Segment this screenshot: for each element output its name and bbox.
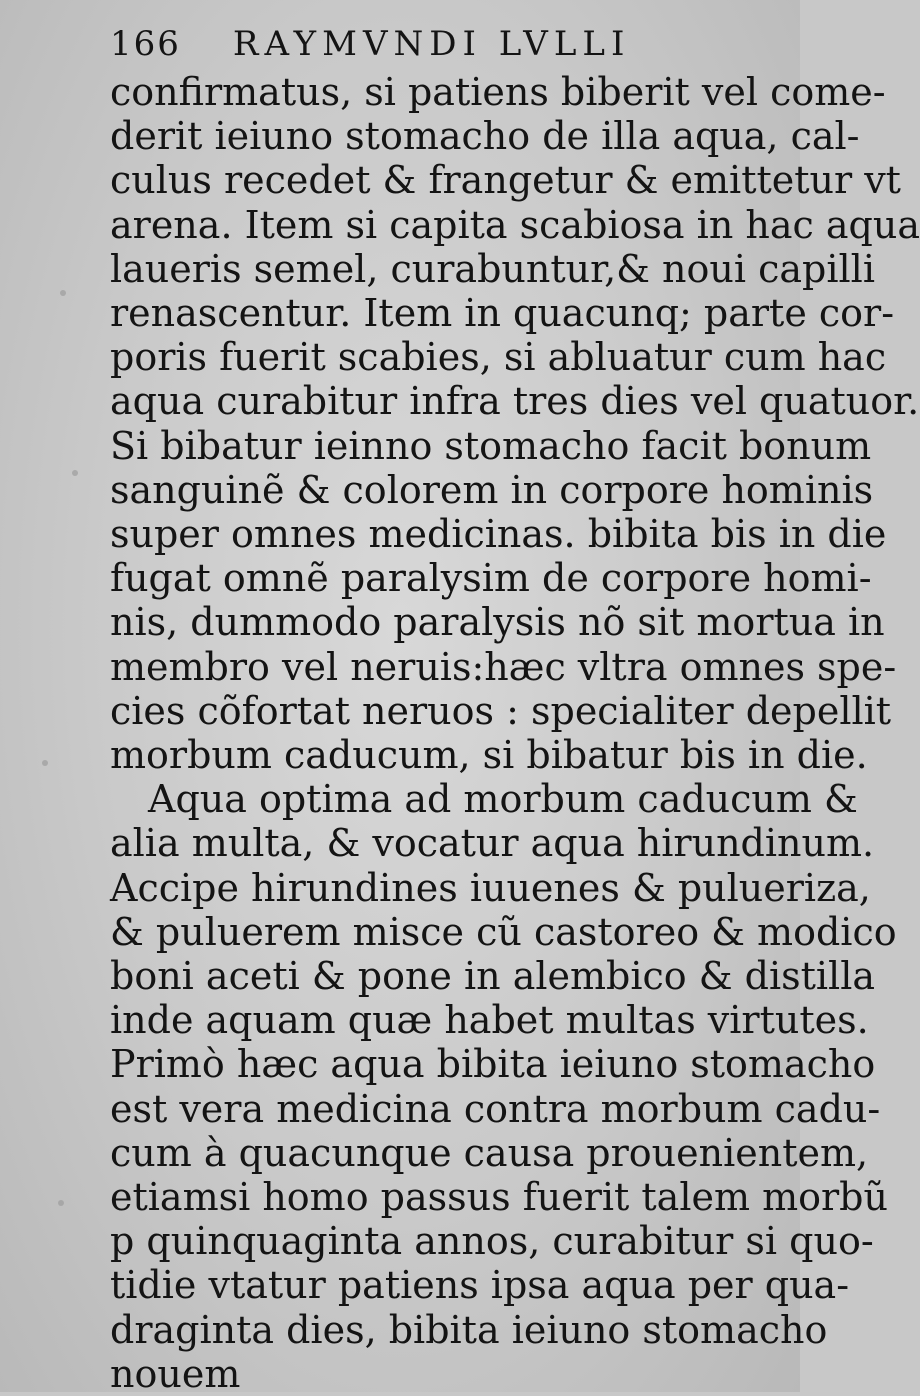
text-line: etiamsi homo passus fuerit talem morbũ: [110, 1175, 888, 1220]
text-line: inde aquam quæ habet multas virtutes.: [110, 998, 869, 1043]
text-line: sanguinẽ & colorem in corpore hominis: [110, 467, 874, 512]
text-line: Primò hæc aqua bibita ieiuno stomacho: [110, 1042, 876, 1087]
text-line: boni aceti & pone in alembico & distilla: [110, 954, 876, 999]
text-line: culus recedet & frangetur & emittetur vt: [110, 158, 901, 203]
text-line: morbum caducum, si bibatur bis in die.: [110, 733, 868, 778]
text-line: nis, dummodo paralysis nõ sit mortua in: [110, 600, 885, 645]
text-line: cies cõfortat neruos : specialiter depellit: [110, 688, 892, 733]
text-line: fugat omnẽ paralysim de corpore homi-: [110, 556, 872, 601]
running-head-title: RAYMVNDI LVLLI: [232, 24, 631, 64]
paper-speck: [60, 290, 66, 296]
text-line: draginta dies, bibita ieiuno stomacho: [110, 1307, 828, 1352]
text-line: p quinquaginta annos, curabitur si quo-: [110, 1219, 874, 1264]
text-line: arena. Item si capita scabiosa in hac aqua: [110, 202, 920, 247]
paragraph: [110, 777, 897, 1352]
body-text: [110, 70, 920, 1396]
text-line: super omnes medicinas. bibita bis in die: [110, 512, 887, 557]
running-head: [110, 18, 744, 70]
catchword: nouem: [110, 1351, 241, 1396]
text-line: Accipe hirundines iuuenes & pulueriza,: [110, 865, 871, 910]
text-line: alia multa, & vocatur aqua hirundinum.: [110, 821, 875, 866]
text-line: poris fuerit scabies, si abluatur cum hac: [110, 335, 887, 380]
text-line: renascentur. Item in quacunq; parte cor-: [110, 291, 895, 336]
paper-speck: [42, 760, 48, 766]
text-line: derit ieiuno stomacho de illa aqua, cal-: [110, 114, 860, 159]
text-line: confirmatus, si patiens biberit vel come-: [110, 70, 886, 114]
text-line: Si bibatur ieinno stomacho facit bonum: [110, 423, 872, 468]
text-line: & puluerem misce cũ castoreo & modico: [110, 909, 897, 954]
text-line: Aqua optima ad morbum caducum &: [148, 777, 858, 822]
paper-speck: [58, 1200, 64, 1206]
text-line: tidie vtatur patiens ipsa aqua per qua-: [110, 1263, 850, 1308]
paragraph: [110, 70, 920, 778]
page-number: 166: [110, 24, 181, 64]
text-line: est vera medicina contra morbum cadu-: [110, 1086, 881, 1131]
text-line: cum à quacunque causa prouenientem,: [110, 1130, 869, 1175]
paper-speck: [72, 470, 78, 476]
text-line: membro vel neruis:hæc vltra omnes spe-: [110, 644, 897, 689]
text-line: aqua curabitur infra tres dies vel quatuor.: [110, 379, 920, 424]
text-line: laueris semel, curabuntur,& noui capilli: [110, 246, 875, 291]
